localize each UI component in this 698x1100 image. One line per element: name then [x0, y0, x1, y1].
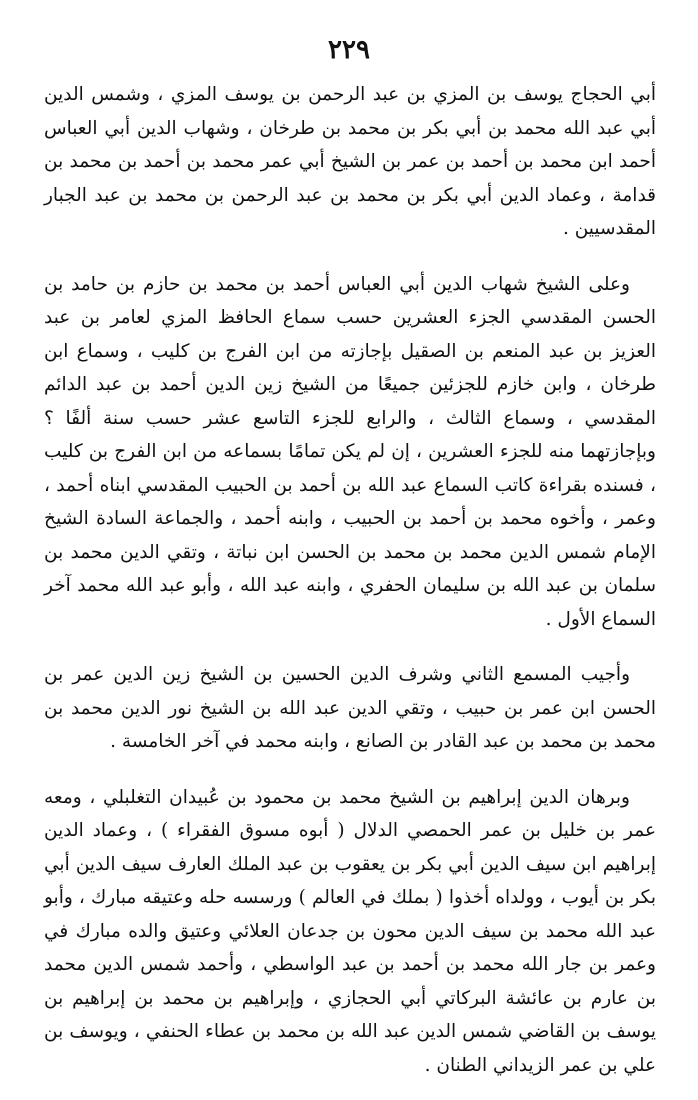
page-number: ٢٢٩ [328, 35, 370, 65]
paragraph-4: وبرهان الدين إبراهيم بن الشيخ محمد بن محمود بن عُبيدان التغلبلي ، ومعه عمر بن خليل بن عمر الحمصي الدلال ( أبوه مسوق الفقراء ) ، وعماد الدين إبراهيم ابن سيف الدين أبي بكر بن يعقوب بن عبد الملك العارف سيف الدين أبي بكر بن أيوب ، وولداه أخذوا ( بملك في العالم ) ورسسه حله وعتيقه مبارك ، وأبو عبد الله محمد بن سيف الدين محون بن جدعان العلائي وعتيق والده مبارك في وعمر بن جار الله محمد بن أحمد بن عبد الواسطي ، وأحمد شمس الدين محمد بن عارم بن عائشة البركاتي أبي الحجازي ، وإبراهيم بن محمد بن إبراهيم بن يوسف بن القاضي شمس الدين عبد الله بن محمد بن عطاء الحنفي ، ويوسف بن علي بن عمر الزيداني الطنان . [44, 786, 656, 1076]
paragraph-1: أبي الحجاج يوسف بن المزي بن عبد الرحمن بن يوسف المزي ، وشمس الدين أبي عبد الله محمد بن أبي بكر بن محمد بن طرخان ، وشهاب الدين أبي العباس أحمد ابن محمد بن أحمد بن عمر بن الشيخ أبي عمر محمد بن أحمد بن محمد بن قدامة ، وعماد الدين أبي بكر بن محمد بن عبد الرحمن بن محمد بن عبد الجبار المقدسيين . [44, 84, 656, 239]
paragraph-3: وأجيب المسمع الثاني وشرف الدين الحسين بن الشيخ زين الدين عمر بن الحسن ابن عمر بن حبيب ، وتقي الدين عبد الله بن الشيخ نور الدين محمد بن محمد بن محمد بن عبد القادر بن الصانع ، وابنه محمد في آخر الخامسة . [44, 664, 656, 752]
paragraph-2: وعلى الشيخ شهاب الدين أبي العباس أحمد بن محمد بن حازم بن حامد بن الحسن المقدسي الجزء العشرين حسب سماع الحافظ المزي لعامر بن عبد العزيز بن عبد المنعم بن الصقيل بإجازته من ابن الفرج بن كليب ، وسماع ابن طرخان ، وابن خازم للجزئين جميعًا من الشيخ زين الدين أحمد بن عبد الدائم المقدسي ، وسماع الثالث ، والرابع للجزء التاسع عشر حسب سنة ألفًا ؟ وبإجازتهما منه للجزء العشرين ، إن لم يكن تمامًا بسماعه من ابن الفرج بن كليب ، فسنده بقراءة كاتب السماع عبد الله بن أحمد بن الحبيب المقدسي ابناه أحمد ، وعمر ، وأخوه محمد بن أحمد بن الحبيب ، وابنه أحمد ، والجماعة السادة الشيخ الإمام شمس الدين محمد بن محمد بن الحسن ابن نباتة ، وتقي الدين محمد بن سلمان بن عبد الله بن سليمان الحفري ، وابنه عبد الله ، وأبو عبد الله محمد آخر السماع الأول . [44, 273, 656, 630]
page-body [44, 78, 656, 1082]
